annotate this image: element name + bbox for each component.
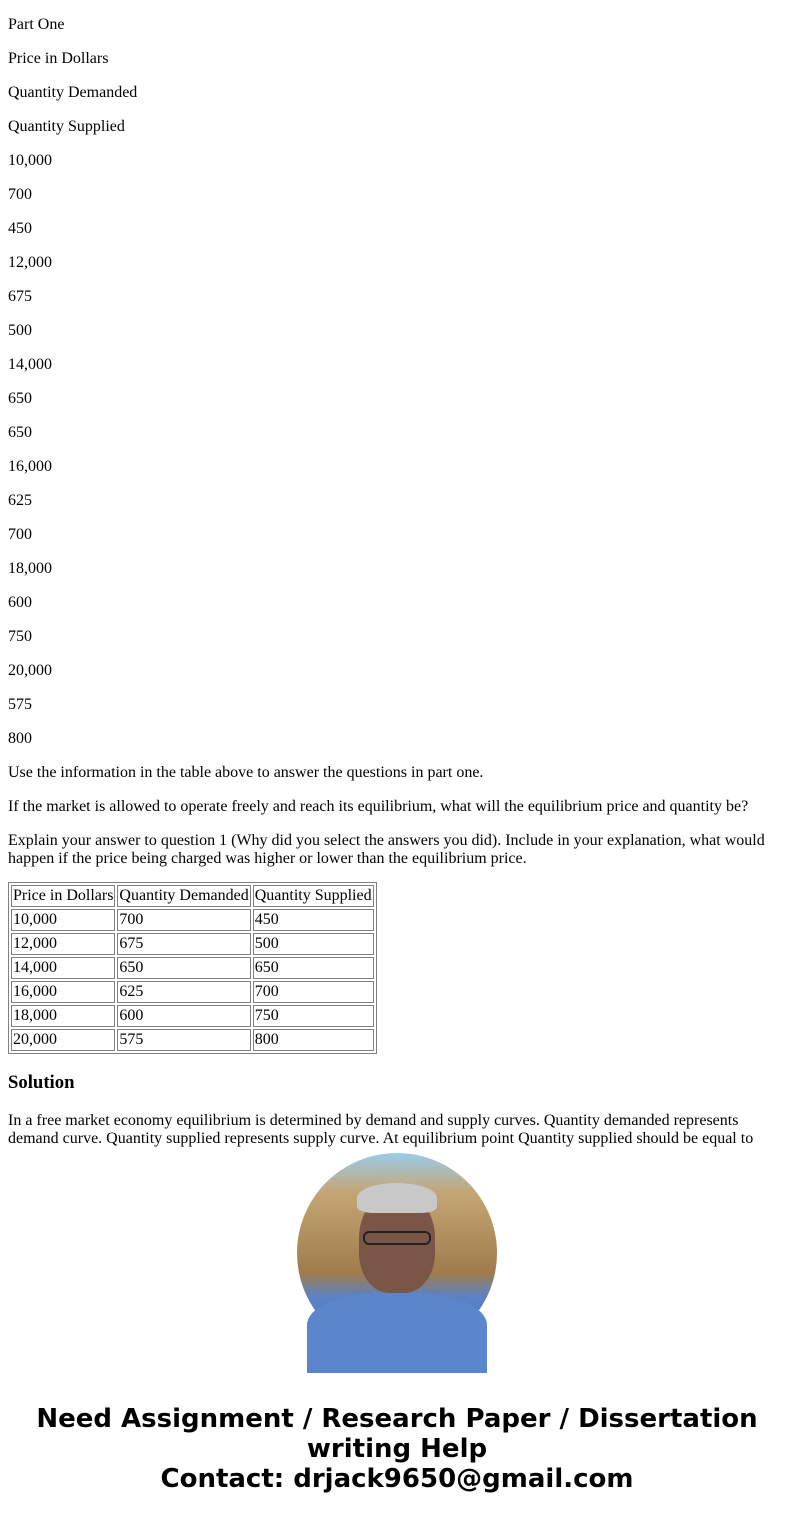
intro-line: 20,000 <box>8 662 52 679</box>
intro-line: 10,000 <box>8 152 52 169</box>
table-cell: 600 <box>117 1005 250 1027</box>
table-header-cell: Price in Dollars <box>11 885 115 907</box>
promo-banner <box>0 1404 794 1494</box>
intro-line: 800 <box>8 730 32 747</box>
intro-line: Quantity Supplied <box>8 118 125 135</box>
promo-contact: Contact: drjack9650@gmail.com <box>160 1464 634 1494</box>
table-cell: 675 <box>117 933 250 955</box>
intro-line: 675 <box>8 288 32 305</box>
author-photo <box>297 1153 497 1353</box>
intro-line: 650 <box>8 424 32 441</box>
table-cell: 12,000 <box>11 933 115 955</box>
table-row <box>11 909 374 931</box>
table-cell: 700 <box>117 909 250 931</box>
intro-line: 450 <box>8 220 32 237</box>
table-cell: 575 <box>117 1029 250 1051</box>
table-cell: 500 <box>253 933 374 955</box>
instruction-paragraph: Use the information in the table above to answer the questions in part one. <box>8 764 484 781</box>
table-cell: 16,000 <box>11 981 115 1003</box>
table-header-row <box>11 885 374 907</box>
solution-text: In a free market economy equilibrium is determined by demand and supply curves. Quantity demanded represents demand curve. Quantity supplied represents supply curve. At equilibrium point Quantity supplied should be equal to <box>8 1112 754 1147</box>
intro-line: 650 <box>8 390 32 407</box>
table-row <box>11 1005 374 1027</box>
intro-line: 16,000 <box>8 458 52 475</box>
table-cell: 20,000 <box>11 1029 115 1051</box>
table-cell: 800 <box>253 1029 374 1051</box>
table-cell: 18,000 <box>11 1005 115 1027</box>
table-row <box>11 957 374 979</box>
intro-line: 700 <box>8 526 32 543</box>
intro-line: 14,000 <box>8 356 52 373</box>
question-1: If the market is allowed to operate freely and reach its equilibrium, what will the equilibrium price and quantity be? <box>8 798 749 815</box>
question-2: Explain your answer to question 1 (Why did you select the answers you did). Include in your explanation, what would happen if the price being charged was higher or lower than the equilibrium price. <box>8 832 765 867</box>
table-header-cell: Quantity Demanded <box>117 885 250 907</box>
table-cell: 750 <box>253 1005 374 1027</box>
intro-line: 750 <box>8 628 32 645</box>
supply-demand-table <box>8 882 377 1054</box>
table-cell: 700 <box>253 981 374 1003</box>
intro-line: 12,000 <box>8 254 52 271</box>
table-row <box>11 981 374 1003</box>
intro-line: 575 <box>8 696 32 713</box>
table-cell: 10,000 <box>11 909 115 931</box>
intro-lines <box>8 16 786 748</box>
table-row <box>11 933 374 955</box>
table-cell: 14,000 <box>11 957 115 979</box>
intro-line: 18,000 <box>8 560 52 577</box>
table-cell: 650 <box>117 957 250 979</box>
intro-line: 500 <box>8 322 32 339</box>
solution-heading: Solution <box>8 1072 75 1093</box>
part-title: Part One <box>8 16 65 33</box>
intro-line: Price in Dollars <box>8 50 109 67</box>
intro-line: Quantity Demanded <box>8 84 138 101</box>
table-row <box>11 1029 374 1051</box>
intro-line: 700 <box>8 186 32 203</box>
table-cell: 650 <box>253 957 374 979</box>
document-content <box>8 0 786 1147</box>
intro-line: 600 <box>8 594 32 611</box>
table-header-cell: Quantity Supplied <box>253 885 374 907</box>
promo-line-1: Need Assignment / Research Paper / Dissertation writing Help <box>36 1404 758 1464</box>
table-cell: 625 <box>117 981 250 1003</box>
intro-line: 625 <box>8 492 32 509</box>
table-cell: 450 <box>253 909 374 931</box>
